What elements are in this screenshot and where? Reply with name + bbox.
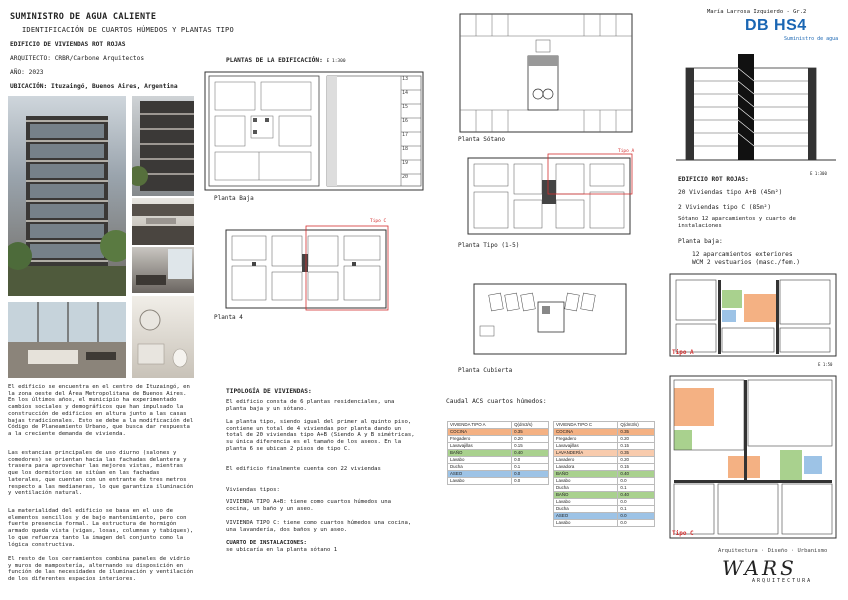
plans-title: PLANTAS DE LA EDIFICACIÓN: E 1:300 — [226, 57, 346, 64]
caudal-value-cell: 0.0 — [512, 471, 549, 478]
caudal-row — [554, 450, 655, 457]
caudal-row — [554, 485, 655, 492]
caudal-row — [448, 478, 549, 485]
caudal-label-cell: BAÑO — [554, 492, 618, 499]
caudal-header-cell: Q(dm3/s) — [512, 422, 549, 429]
tipo-c-detail-drawing — [668, 374, 840, 540]
tipo-c-tag: Tipo C — [370, 219, 387, 224]
caudal-value-cell: 0.35 — [618, 429, 655, 436]
caudal-table-ab — [447, 421, 549, 485]
caudal-row — [448, 464, 549, 471]
caudal-label-cell: Lavavajillas — [554, 443, 618, 450]
db-code: DB HS4 — [745, 17, 807, 34]
tipologia-p1: El edificio consta de 6 plantas residenciales, una planta baja y un sótano. — [226, 399, 395, 412]
caudal-value-cell: 0.15 — [618, 464, 655, 471]
caudal-row — [448, 443, 549, 450]
caudal-value-cell: 0.40 — [512, 450, 549, 457]
caudal-row — [554, 436, 655, 443]
parking-number: 17 — [402, 132, 409, 138]
instalaciones-desc: se ubicaría en la planta sótano 1 — [226, 547, 338, 553]
location: UBICACIÓN: Ituzaingó, Buenos Aires, Argentina — [10, 83, 178, 90]
footer-logo-sub: ARQUITECTURA — [752, 578, 813, 584]
caudal-value-cell: 0.0 — [618, 513, 655, 520]
detail-scale: E 1:50 — [818, 362, 833, 367]
parking-number: 20 — [402, 174, 409, 180]
caudal-row — [554, 457, 655, 464]
caudal-label-cell: Lavadero — [554, 457, 618, 464]
caudal-row — [554, 520, 655, 527]
caudal-value-cell: 0.0 — [512, 478, 549, 485]
caudal-row — [554, 471, 655, 478]
caudal-label-cell: LAVANDERÍA — [554, 450, 618, 457]
planta-sotano-caption: Planta Sótano — [458, 136, 505, 143]
caudal-label-cell: BAÑO — [554, 471, 618, 478]
facade-detail-photo — [132, 96, 194, 196]
section-scale: E 1:300 — [810, 171, 827, 176]
caudal-value-cell: 0.20 — [618, 457, 655, 464]
caudal-table-header — [554, 422, 655, 429]
caudal-row — [554, 506, 655, 513]
tipo-a-detail-drawing — [668, 272, 840, 358]
description-p4: El resto de los cerramientos combina paneles de vidrio y muros de mampostería, alternando su disposición en función de las necesidades de iluminación y ventilación de los diferentes espacios interiores. — [8, 556, 194, 583]
caudal-value-cell: 0.1 — [512, 464, 549, 471]
caudal-label-cell: Fregadero — [448, 436, 512, 443]
description-p2: Las estancias principales de uso diurno (salones y comedores) se orientan hacia las fachadas delantera y trasera para aprovechar las mejores vistas, mientras que los dormitorios se sitúan en las fachadas laterales, que cuentan con un entrante de tres metros respecto a las medianeras, lo que garantiza iluminación y ventilación natural. — [8, 450, 194, 497]
caudal-header-cell: VIVIENDA TIPO C — [554, 422, 618, 429]
tipologia-p2: La planta tipo, siendo igual del primer al quinto piso, contiene un total de 4 viviendas por planta dando un total de 20 viviendas tipo A+B (Siendo A y B simétricas, su única diferencia es el tamaño de los aseos. En la planta 6 se ubican 2 pisos de tipo C. — [226, 419, 415, 452]
caudal-table-c — [553, 421, 655, 527]
planta-4-caption: Planta 4 — [214, 314, 243, 321]
description-p1: El edificio se encuentra en el centro de Ituzaingó, en la zona oeste del Área Metropolitana de Buenos Aires. En los últimos años, el municipio ha experimentado cambios sociales y demográficos que han impulsado la construcción de edificios en altura junto a las casas bajas tradicionales. Esto se debe a la modificación del Código de Planeamiento Urbano, que busca dar respuesta a la creciente demanda de vivienda. — [8, 384, 194, 437]
caudal-label-cell: Lavabo — [554, 499, 618, 506]
caudal-row — [554, 464, 655, 471]
kitchen-photo — [132, 198, 194, 245]
caudal-label-cell: Lavabo — [554, 478, 618, 485]
year: AÑO: 2023 — [10, 69, 44, 76]
instalaciones-title: CUARTO DE INSTALACIONES: — [226, 540, 307, 546]
caudal-label-cell: Lavabo — [448, 478, 512, 485]
parking-number: 19 — [402, 160, 409, 166]
caudal-value-cell: 0.0 — [618, 499, 655, 506]
summary-pb-title: Planta baja: — [678, 238, 723, 245]
caudal-title: Caudal ACS cuartos húmedos: — [446, 398, 547, 405]
tipo-c-detail-label: Tipo C — [672, 530, 694, 537]
tipologia-title: TIPOLOGÍA DE VIVIENDAS: — [226, 388, 312, 395]
planta-cubierta-caption: Planta Cubierta — [458, 367, 513, 374]
building-name: EDIFICIO DE VIVIENDAS ROT ROJAS — [10, 41, 126, 48]
caudal-row — [554, 429, 655, 436]
caudal-table-header — [448, 422, 549, 429]
summary-pb1: 12 aparcamientos exteriores — [692, 251, 793, 258]
summary-title: EDIFICIO ROT ROJAS: — [678, 176, 749, 183]
parking-number: 14 — [402, 90, 409, 96]
living-photo-small — [132, 247, 194, 293]
caudal-value-cell: 0.20 — [512, 436, 549, 443]
caudal-value-cell: 0.1 — [618, 506, 655, 513]
description-p3: La materialidad del edificio se basa en el uso de elementos sencillos y de bajo mantenimiento, pero con fuerte presencia formal. La estructura de hormigón armado queda vista (vigas, losas, columnas y tabiques), lo que refuerza tanto la imagen del conjunto como la lógica constructiva. — [8, 508, 194, 548]
tipos-title: Viviendas tipos: — [226, 487, 280, 493]
caudal-label-cell: COCINA — [448, 429, 512, 436]
section-drawing — [676, 48, 836, 168]
footer-logo: WARS — [722, 556, 797, 580]
caudal-label-cell: COCINA — [554, 429, 618, 436]
parking-number: 18 — [402, 146, 409, 152]
caudal-label-cell: Lavabo — [554, 520, 618, 527]
facade-photo — [8, 96, 126, 296]
summary-l2: 2 Viviendas tipo C (85m²) — [678, 204, 772, 211]
caudal-row — [448, 436, 549, 443]
parking-labels — [402, 76, 422, 192]
caudal-value-cell: 0.0 — [618, 520, 655, 527]
caudal-value-cell: 0.35 — [512, 429, 549, 436]
planta-cubierta-drawing — [470, 280, 630, 358]
planta-baja-caption: Planta Baja — [214, 195, 254, 202]
caudal-label-cell: Lavabo — [448, 457, 512, 464]
caudal-value-cell: 0.15 — [618, 443, 655, 450]
caudal-header-cell: VIVIENDA TIPO A — [448, 422, 512, 429]
caudal-row — [554, 499, 655, 506]
caudal-value-cell: 0.20 — [618, 436, 655, 443]
living-photo — [8, 302, 126, 378]
tipo-a-detail-label: Tipo A — [672, 349, 694, 356]
caudal-value-cell: 0.35 — [618, 450, 655, 457]
tipo-a-tag: Tipo A — [618, 149, 635, 154]
caudal-row — [554, 513, 655, 520]
caudal-value-cell: 0.15 — [512, 443, 549, 450]
tipologia-p3: El edificio finalmente cuenta con 22 viviendas — [226, 466, 381, 472]
caudal-header-cell: Q(dm3/s) — [618, 422, 655, 429]
caudal-value-cell: 0.40 — [618, 492, 655, 499]
caudal-label-cell: ASEO — [448, 471, 512, 478]
caudal-value-cell: 0.40 — [618, 471, 655, 478]
caudal-value-cell: 0.1 — [618, 485, 655, 492]
architect: ARQUITECTO: CRBR/Carbone Arquitectos — [10, 55, 145, 62]
page-title: SUMINISTRO DE AGUA CALIENTE — [10, 12, 157, 22]
tipo-c-desc: VIVIENDA TIPO C: tiene como cuartos húmedos una cocina, una lavandería, dos baños y un aseo. — [226, 520, 412, 533]
parking-number: 15 — [402, 104, 409, 110]
caudal-row — [448, 457, 549, 464]
caudal-row — [448, 429, 549, 436]
caudal-row — [554, 492, 655, 499]
tipo-ab-desc: VIVIENDA TIPO A+B: tiene como cuartos húmedos una cocina, un baño y un aseo. — [226, 499, 392, 512]
parking-number: 16 — [402, 118, 409, 124]
caudal-label-cell: Ducha — [448, 464, 512, 471]
caudal-row — [554, 478, 655, 485]
bathroom-photo — [132, 296, 194, 378]
caudal-label-cell: Ducha — [554, 485, 618, 492]
planta-tipo-caption: Planta Tipo (1-5) — [458, 242, 520, 249]
parking-number: 13 — [402, 76, 409, 82]
db-code-sub: Suministro de agua — [784, 36, 839, 42]
caudal-row — [448, 450, 549, 457]
summary-pb2: WCM 2 vestuarios (masc./fem.) — [692, 259, 801, 266]
summary-l3: Sótano 12 aparcamientos y cuarto de instalaciones — [678, 216, 796, 229]
caudal-label-cell: Fregadero — [554, 436, 618, 443]
planta-tipo-drawing — [464, 152, 636, 238]
planta-baja-drawing — [205, 68, 425, 193]
caudal-label-cell: BAÑO — [448, 450, 512, 457]
planta-sotano-drawing — [458, 12, 636, 134]
planta-4-drawing — [222, 224, 392, 312]
caudal-row — [554, 443, 655, 450]
caudal-value-cell: 0.0 — [618, 478, 655, 485]
caudal-label-cell: ASEO — [554, 513, 618, 520]
caudal-label-cell: Lavavajillas — [448, 443, 512, 450]
caudal-row — [448, 471, 549, 478]
summary-l1: 20 Viviendas tipo A+B (45m²) — [678, 189, 783, 196]
caudal-value-cell: 0.0 — [512, 457, 549, 464]
author-name: María Larrosa Izquierdo - Gr.2 — [707, 9, 807, 15]
caudal-label-cell: Ducha — [554, 506, 618, 513]
footer-tagline: Arquitectura · Diseño · Urbanismo — [718, 548, 828, 554]
caudal-label-cell: Lavadora — [554, 464, 618, 471]
page-subtitle: IDENTIFICACIÓN DE CUARTOS HÚMEDOS Y PLANTAS TIPO — [22, 26, 234, 34]
